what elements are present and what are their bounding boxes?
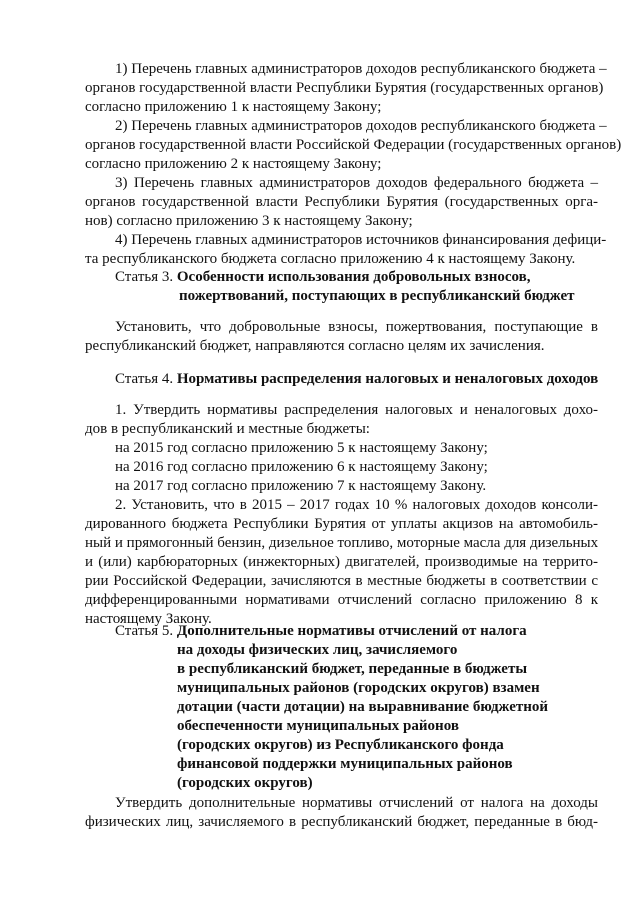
- article-5-heading: [115, 622, 527, 641]
- article-4-title: Нормативы распределения налоговых и неналоговых доходов: [176, 371, 599, 387]
- article-3-title-line-1: Особенности использования добровольных взносов,: [176, 269, 531, 285]
- list-item-2-line-2: органов государственной власти Российской Федерации (государственных органов): [85, 137, 622, 153]
- list-item-4-line-1: 4) Перечень главных администраторов источников финансирования дефици-: [115, 232, 607, 248]
- article-4-heading: [115, 370, 598, 389]
- list-item-1-line-3: согласно приложению 1 к настоящему Закону;: [85, 99, 382, 115]
- article-3-heading: [115, 268, 531, 287]
- article-5-title-line-1: Дополнительные нормативы отчислений от налога: [176, 623, 527, 639]
- article-5-title-line-7: (городских округов) из Республиканского фонда: [177, 737, 504, 753]
- article-3-label: Статья 3.: [115, 269, 174, 285]
- article-4-p2-line-4: и (или) карбюраторных (инжекторных) двигателей, производимые на террито-: [85, 554, 598, 570]
- article-4-body: [85, 401, 598, 629]
- article-4-p1-line-1: 1. Утвердить нормативы распределения налоговых и неналоговых дохо-: [115, 402, 598, 418]
- article-5-title-line-8: финансовой поддержки муниципальных районов: [177, 756, 513, 772]
- list-items: [85, 60, 622, 269]
- list-item-2-line-1: 2) Перечень главных администраторов доходов республиканского бюджета –: [115, 118, 607, 134]
- article-3-body-line-1: Установить, что добровольные взносы, пожертвования, поступающие в: [115, 319, 598, 335]
- article-5-title-line-3: в республиканский бюджет, переданные в бюджеты: [177, 661, 528, 677]
- article-5-body-line-2: физических лиц, зачисляемого в республиканский бюджет, переданные в бюд-: [85, 814, 598, 830]
- list-item-3-line-2: органов государственной власти Республики Бурятия (государственных орга-: [85, 194, 598, 210]
- list-item-3-line-3: нов) согласно приложению 3 к настоящему Закону;: [85, 213, 413, 229]
- article-5-title-cont: [177, 641, 600, 793]
- article-5-body: [85, 794, 598, 832]
- article-3-body: [85, 318, 598, 356]
- list-item-4-line-2: та республиканского бюджета согласно приложению 4 к настоящему Закону.: [85, 251, 576, 267]
- article-5-title-line-5: дотации (части дотации) на выравнивание бюджетной: [177, 699, 549, 715]
- article-4-p2-line-2: дированного бюджета Республики Бурятия от уплаты акцизов на автомобиль-: [85, 516, 598, 532]
- article-5-title-line-4: муниципальных районов (городских округов) взамен: [177, 680, 540, 696]
- article-5-title-line-9: (городских округов): [177, 775, 313, 791]
- article-4-year-2017: на 2017 год согласно приложению 7 к настоящему Закону.: [115, 478, 487, 494]
- article-5-label: Статья 5.: [115, 623, 174, 639]
- article-4-p2-line-1: 2. Установить, что в 2015 – 2017 годах 10 % налоговых доходов консоли-: [115, 497, 598, 513]
- article-3-body-line-2: республиканский бюджет, направляются согласно целям их зачисления.: [85, 338, 545, 354]
- article-5-title-line-6: обеспеченности муниципальных районов: [177, 718, 459, 734]
- article-3-title-line-2: пожертвований, поступающих в республиканский бюджет: [179, 288, 575, 304]
- list-item-1-line-1: 1) Перечень главных администраторов доходов республиканского бюджета –: [115, 61, 607, 77]
- article-4-year-2016: на 2016 год согласно приложению 6 к настоящему Закону;: [115, 459, 488, 475]
- list-item-2-line-3: согласно приложению 2 к настоящему Закону;: [85, 156, 382, 172]
- article-4-year-2015: на 2015 год согласно приложению 5 к настоящему Закону;: [115, 440, 488, 456]
- list-item-3-line-1: 3) Перечень главных администраторов доходов федерального бюджета –: [115, 175, 598, 191]
- article-5-body-line-1: Утвердить дополнительные нормативы отчислений от налога на доходы: [115, 795, 598, 811]
- article-5-title-line-2: на доходы физических лиц, зачисляемого: [177, 642, 458, 658]
- article-4-p2-line-5: рии Российской Федерации, зачисляются в местные бюджеты в соответствии с: [85, 573, 598, 589]
- article-3-title-cont: [179, 287, 575, 306]
- list-item-1-line-2: органов государственной власти Республики Бурятия (государственных органов): [85, 80, 604, 96]
- article-4-label: Статья 4.: [115, 371, 174, 387]
- article-4-p2-line-3: ный и прямогонный бензин, дизельное топливо, моторные масла для дизельных: [85, 535, 599, 551]
- article-4-p2-line-7: настоящему Закону.: [85, 611, 212, 627]
- article-4-p1-line-2: дов в республиканский и местные бюджеты:: [85, 421, 370, 437]
- article-4-p2-line-6: дифференцированными нормативами отчислений согласно приложению 8 к: [85, 592, 598, 608]
